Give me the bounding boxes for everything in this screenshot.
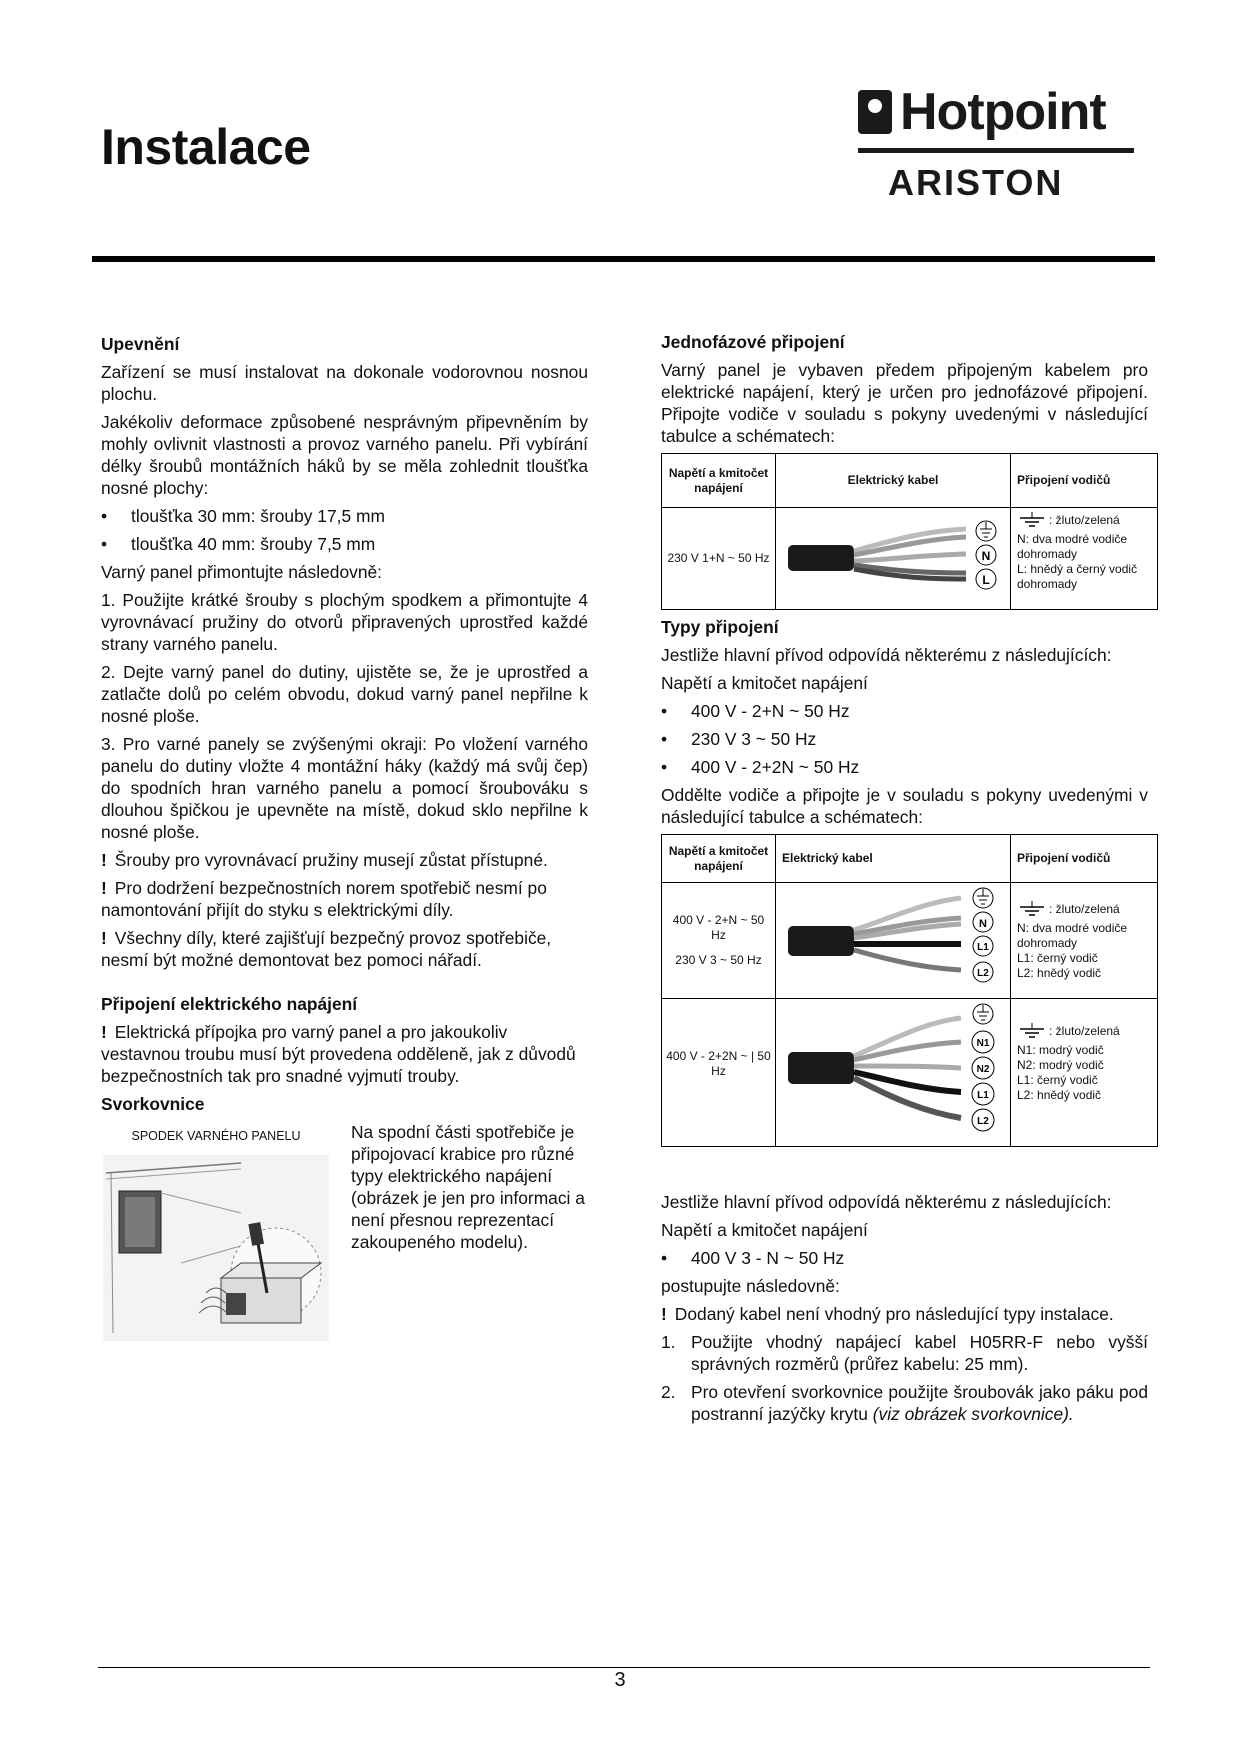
paragraph: Oddělte vodiče a připojte je v souladu s pokyny uvedenými v následující tabulce a schématech:	[661, 785, 1148, 827]
voltage-value: 400 V - 2+N ~ 50 Hz	[672, 913, 765, 942]
paragraph: Varný panel je vybaven předem připojeným kabelem pro elektrické napájení, který je určen pro jednofázové připojení. Připojte vodiče v souladu s pokyny uvedenými v následující tabulce a schématech:	[661, 360, 1148, 446]
cable-sheath	[788, 1052, 854, 1084]
thickness-list	[101, 505, 588, 555]
right-column	[661, 331, 1148, 1431]
connection-line: L: hnědý a černý vodič dohromady	[1017, 562, 1138, 591]
paragraph: postupujte následovně:	[661, 1276, 840, 1296]
terminal-box-illustration	[101, 1153, 331, 1343]
cable-diagram	[776, 883, 1011, 999]
connection-line: N: dva modré vodiče dohromady	[1017, 532, 1128, 561]
cable-sheath	[788, 926, 854, 956]
ground-row	[1017, 512, 1151, 528]
ground-row	[1017, 901, 1151, 917]
terminal-figure	[101, 1121, 331, 1343]
voltage-list	[661, 700, 1148, 778]
connection-line: N: dva modré vodiče dohromady	[1017, 920, 1128, 950]
step-1: 1. Použijte krátké šrouby s plochým spodkem a přimontujte 4 vyrovnávací pružiny do otvorů připravených uprostřed každé strany varného panelu.	[101, 590, 588, 654]
multi-phase-table	[661, 834, 1158, 1147]
warning	[661, 1303, 1148, 1325]
connection-line: L1: černý vodič	[1017, 950, 1098, 965]
warning-text: Dodaný kabel není vhodný pro následující typy instalace.	[674, 1304, 1114, 1324]
terminal-section	[101, 1121, 588, 1343]
heading-jednofazove: Jednofázové připojení	[661, 332, 845, 352]
paragraph: Jestliže hlavní přívod odpovídá některému z následujících:	[661, 1192, 1112, 1212]
brand-mark-icon	[858, 90, 892, 134]
warning-icon: !	[101, 850, 107, 870]
warning	[101, 877, 588, 921]
list-item: • 230 V 3 ~ 50 Hz	[661, 728, 1148, 750]
warning-text: Všechny díly, které zajišťují bezpečný provoz spotřebiče, nesmí být možné demontovat bez pomoci nářadí.	[101, 928, 552, 970]
voltage-cell: 400 V - 2+2N ~ | 50 Hz	[662, 999, 776, 1147]
warning-icon: !	[101, 1022, 107, 1042]
heading-svorkovnice: Svorkovnice	[101, 1094, 205, 1114]
connection-line: L1: černý vodič	[1017, 1073, 1098, 1087]
list-item: • 400 V - 2+N ~ 50 Hz	[661, 700, 1148, 722]
voltage-list	[661, 1247, 1148, 1269]
col-header-connection: Připojení vodičů	[1011, 454, 1158, 508]
paragraph: Zařízení se musí instalovat na dokonale vodorovnou nosnou plochu.	[101, 362, 588, 404]
ground-label: : žluto/zelená	[1049, 513, 1120, 527]
step-text: Pro otevření svorkovnice použijte šroubovák jako páku pod postranní jazýčky krytu	[691, 1382, 1148, 1424]
col-header-cable: Elektrický kabel	[776, 454, 1011, 508]
connection-line: L2: hnědý vodič	[1017, 1088, 1102, 1102]
logo-divider	[858, 148, 1134, 153]
list-item: • 400 V - 2+2N ~ 50 Hz	[661, 756, 1148, 778]
brand-name: Hotpoint	[900, 83, 1106, 141]
list-item: 1. Použijte vhodný napájecí kabel H05RR-F nebo vyšší správných rozměrů (průřez kabelu: 25 mm).	[661, 1332, 1148, 1374]
cable-diagram	[776, 999, 1011, 1147]
terminal-description: Na spodní části spotřebiče je připojovací krabice pro různé typy elektrického napájení (obrázek je jen pro informaci a není přesnou reprezentací zakoupeného modelu).	[351, 1122, 585, 1252]
col-header-voltage: Napětí a kmitočet napájení	[662, 835, 776, 883]
figure-reference: (viz obrázek svorkovnice).	[872, 1404, 1074, 1424]
warning-text: Šrouby pro vyrovnávací pružiny musejí zůstat přístupné.	[114, 850, 548, 870]
brand-sub: ARISTON	[888, 162, 1064, 203]
list-item: 2. Pro otevření svorkovnice použijte šroubovák jako páku pod postranní jazýčky krytu (viz obrázek svorkovnice).	[661, 1382, 1148, 1424]
voltage-value: 230 V 3 ~ 50 Hz	[675, 953, 762, 967]
voltage-cell	[662, 883, 776, 999]
install-steps	[661, 1331, 1148, 1425]
paragraph: Napětí a kmitočet napájení	[661, 673, 868, 693]
ground-icon	[1017, 901, 1047, 917]
step-2: 2. Dejte varný panel do dutiny, ujistěte se, že je uprostřed a zatlačte dolů po celém obvodu, dokud varný panel nepřilne k nosné ploše.	[101, 662, 588, 726]
warning-icon: !	[661, 1304, 667, 1324]
step-text: Použijte vhodný napájecí kabel H05RR-F nebo vyšší správných rozměrů (průřez kabelu: 25 mm).	[691, 1332, 1148, 1374]
voltage-cell: 230 V 1+N ~ 50 Hz	[662, 508, 776, 610]
ground-icon	[1017, 1023, 1047, 1039]
brand-logo	[858, 84, 1143, 214]
col-header-voltage: Napětí a kmitočet napájení	[662, 454, 776, 508]
figure-label: SPODEK VARNÉHO PANELU	[131, 1129, 301, 1143]
connection-line: L2: hnědý vodič	[1017, 965, 1102, 980]
paragraph: Jakékoliv deformace způsobené nesprávným připevněním by mohly ovlivnit vlastnosti a provoz varného panelu. Při vybírání délky šroubů montážních háků by se měla zohlednit tloušťka nosné plochy:	[101, 412, 588, 498]
terminal-label: N2	[976, 1063, 990, 1075]
warning-icon: !	[101, 928, 107, 948]
warning	[101, 849, 588, 871]
step-3: 3. Pro varné panely se zvýšenými okraji: Po vložení varného panelu do dutiny vložte 4 montážní háky (každý má svůj čep) do spodních hran varného panelu a pomocí šroubováku s dlouhou špičkou je upevněte na místě, dokud sklo nepřilne k nosné ploše.	[101, 734, 588, 842]
left-column	[101, 333, 588, 1343]
heading-pripojeni: Připojení elektrického napájení	[101, 994, 358, 1014]
paragraph: Napětí a kmitočet napájení	[661, 1220, 868, 1240]
connection-cell	[1011, 508, 1158, 610]
heading-upevneni: Upevnění	[101, 334, 180, 354]
footer-rule	[98, 1667, 1150, 1668]
connection-line: N1: modrý vodič	[1017, 1043, 1104, 1057]
warning-text: Elektrická přípojka pro varný panel a pro jakoukoliv vestavnou troubu musí být provedena odděleně, jak z důvodů bezpečnostních tak pro snadné vyjmutí trouby.	[101, 1022, 576, 1086]
ground-row	[1017, 1023, 1151, 1039]
terminal-label: L1	[977, 941, 989, 953]
ground-label: : žluto/zelená	[1049, 901, 1120, 916]
list-item: • 400 V 3 - N ~ 50 Hz	[661, 1247, 1148, 1269]
warning-text: Pro dodržení bezpečnostních norem spotřebič nesmí po namontování přijít do styku s elektrickými díly.	[101, 878, 547, 920]
terminal-label: N1	[976, 1037, 990, 1049]
single-phase-table	[661, 453, 1158, 610]
terminal-label: L	[982, 572, 990, 587]
cable-diagram	[776, 508, 1011, 610]
paragraph: Jestliže hlavní přívod odpovídá některému z následujících:	[661, 645, 1112, 665]
terminal-label: N	[981, 548, 991, 563]
heading-typy: Typy připojení	[661, 617, 779, 637]
terminal-label: N	[979, 917, 987, 930]
terminal-label: L1	[977, 1089, 989, 1101]
warning-icon: !	[101, 878, 107, 898]
header-rule	[92, 256, 1155, 262]
terminal-label: L2	[977, 967, 989, 979]
paragraph: Varný panel přimontujte následovně:	[101, 562, 383, 582]
col-header-connection: Připojení vodičů	[1011, 835, 1158, 883]
connection-cell	[1011, 883, 1158, 999]
col-header-cable: Elektrický kabel	[776, 835, 1011, 883]
terminal-label: L2	[977, 1115, 989, 1127]
connection-cell	[1011, 999, 1158, 1147]
cable-sheath	[788, 545, 854, 571]
list-item: • tloušťka 30 mm: šrouby 17,5 mm	[101, 505, 588, 527]
page-title: Instalace	[101, 119, 311, 175]
warning	[101, 1021, 588, 1087]
warning	[101, 927, 588, 971]
connection-line: N2: modrý vodič	[1017, 1058, 1104, 1072]
ground-icon	[1017, 512, 1047, 528]
list-item: • tloušťka 40 mm: šrouby 7,5 mm	[101, 533, 588, 555]
ground-label: : žluto/zelená	[1049, 1024, 1120, 1038]
page-number: 3	[614, 1669, 626, 1691]
